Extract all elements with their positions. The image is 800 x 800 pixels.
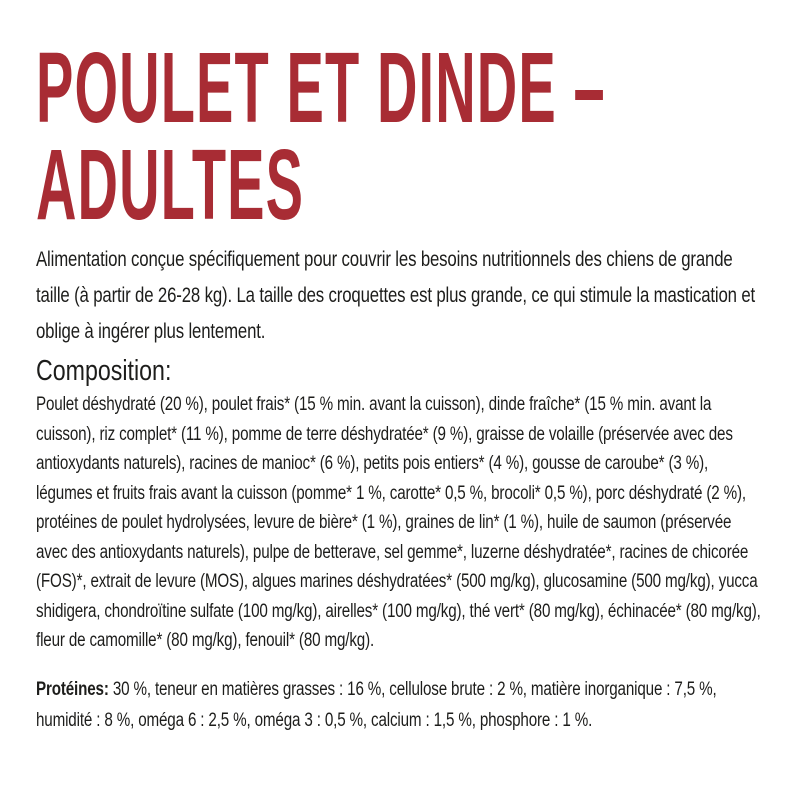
analysis-label: Protéines: <box>36 678 109 700</box>
analysis-text: 30 %, teneur en matières grasses : 16 %, cellulose brute : 2 %, matière inorganique : 7,5 %, humidité : 8 %, oméga 6 : 2,5 %, oméga 3 : 0,5 %, calcium : 1,5 %, phosphore : 1 %. <box>36 678 717 731</box>
product-title: POULET ET DINDE – ADULTES <box>36 32 606 241</box>
product-description: Alimentation conçue spécifiquement pour couvrir les besoins nutritionnels des chiens de grande taille (à partir de 26-28 kg). La taille des croquettes est plus grande, ce qui stimule la mastication et oblige à ingérer plus lentement. <box>36 248 756 343</box>
analytical-constituents <box>36 674 766 736</box>
composition-text: Poulet déshydraté (20 %), poulet frais* (15 % min. avant la cuisson), dinde fraîche* (15 % min. avant la cuisson), riz complet* (11 %), pomme de terre déshydratée* (9 %), graisse de volaille (préservée avec des antioxydants naturels), racines de manioc* (6 %), petits pois entiers* (4 %), gousse de caroube* (3 %), légumes et fruits frais avant la cuisson (pomme* 1 %, carotte* 0,5 %, brocoli* 0,5 %), porc déshydraté (2 %), protéines de poulet hydrolysées, levure de bière* (1 %), graines de lin* (1 %), huile de saumon (préservée avec des antioxydants naturels), pulpe de betterave, sel gemme*, luzerne déshydratée*, racines de chicorée (FOS)*, extrait de levure (MOS), algues marines déshydratées* (500 mg/kg), glucosamine (500 mg/kg), yucca shidigera, chondroïtine sulfate (100 mg/kg), airelles* (100 mg/kg), thé vert* (80 mg/kg), échinacée* (80 mg/kg), fleur de camomille* (80 mg/kg), fenouil* (80 mg/kg). <box>36 394 761 651</box>
composition-heading: Composition: <box>36 355 172 387</box>
product-content <box>36 242 766 736</box>
